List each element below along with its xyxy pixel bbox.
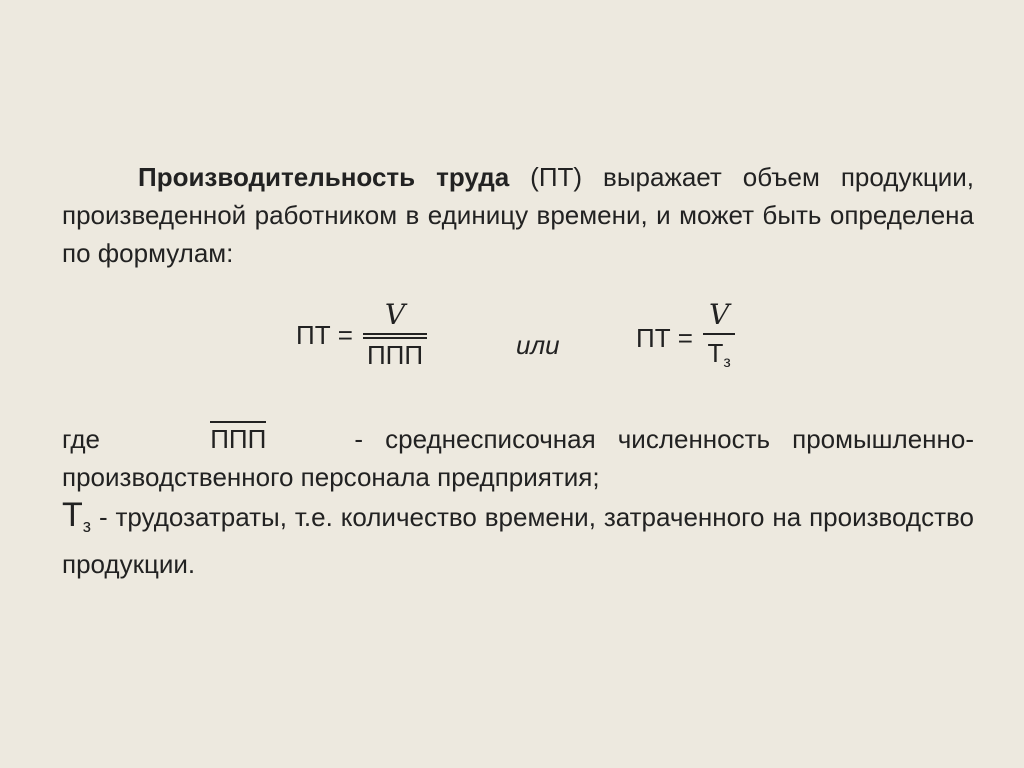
symbol-ppp: ППП: [210, 421, 266, 453]
formula-1-lhs: ПТ =: [296, 320, 353, 350]
symbol-definitions: [62, 420, 974, 583]
formula-1-fraction: [363, 300, 427, 371]
tz-definition: - трудозатраты, т.е. количество времени, затраченного на производство продукции.: [62, 502, 974, 579]
formula-2-numerator: V: [708, 298, 730, 331]
formula-2-denominator: [703, 337, 734, 378]
fraction-bar: [363, 333, 427, 335]
formula-row: [0, 300, 1024, 390]
where-word: где: [62, 424, 100, 454]
formula-output-per-staff: [296, 300, 427, 371]
definition-paragraph: [62, 158, 974, 272]
symbol-tz: [62, 496, 91, 534]
formula-connector: или: [516, 330, 560, 360]
formula-1-numerator: V: [384, 298, 406, 331]
formula-2-denominator-main: Т: [707, 338, 724, 368]
symbol-tz-main: Т: [62, 496, 83, 534]
definition-text: (ПТ) выражает объем продукции, произведенной работником в единицу времени, и может быть определена по формулам:: [62, 162, 974, 268]
ppp-definition: - среднесписочная численность промышленно-производственного персонала предприятия;: [62, 424, 975, 492]
symbol-tz-subscript: з: [82, 516, 92, 536]
formula-2-denominator-subscript: з: [723, 352, 731, 371]
term-labor-productivity: Производительность труда: [138, 162, 510, 192]
formula-2-lhs: ПТ =: [636, 323, 693, 354]
formula-1-denominator: ППП: [363, 337, 427, 371]
fraction-bar: [703, 333, 735, 335]
formula-2-fraction: [703, 300, 735, 378]
formula-output-per-labor-time: [636, 300, 735, 378]
